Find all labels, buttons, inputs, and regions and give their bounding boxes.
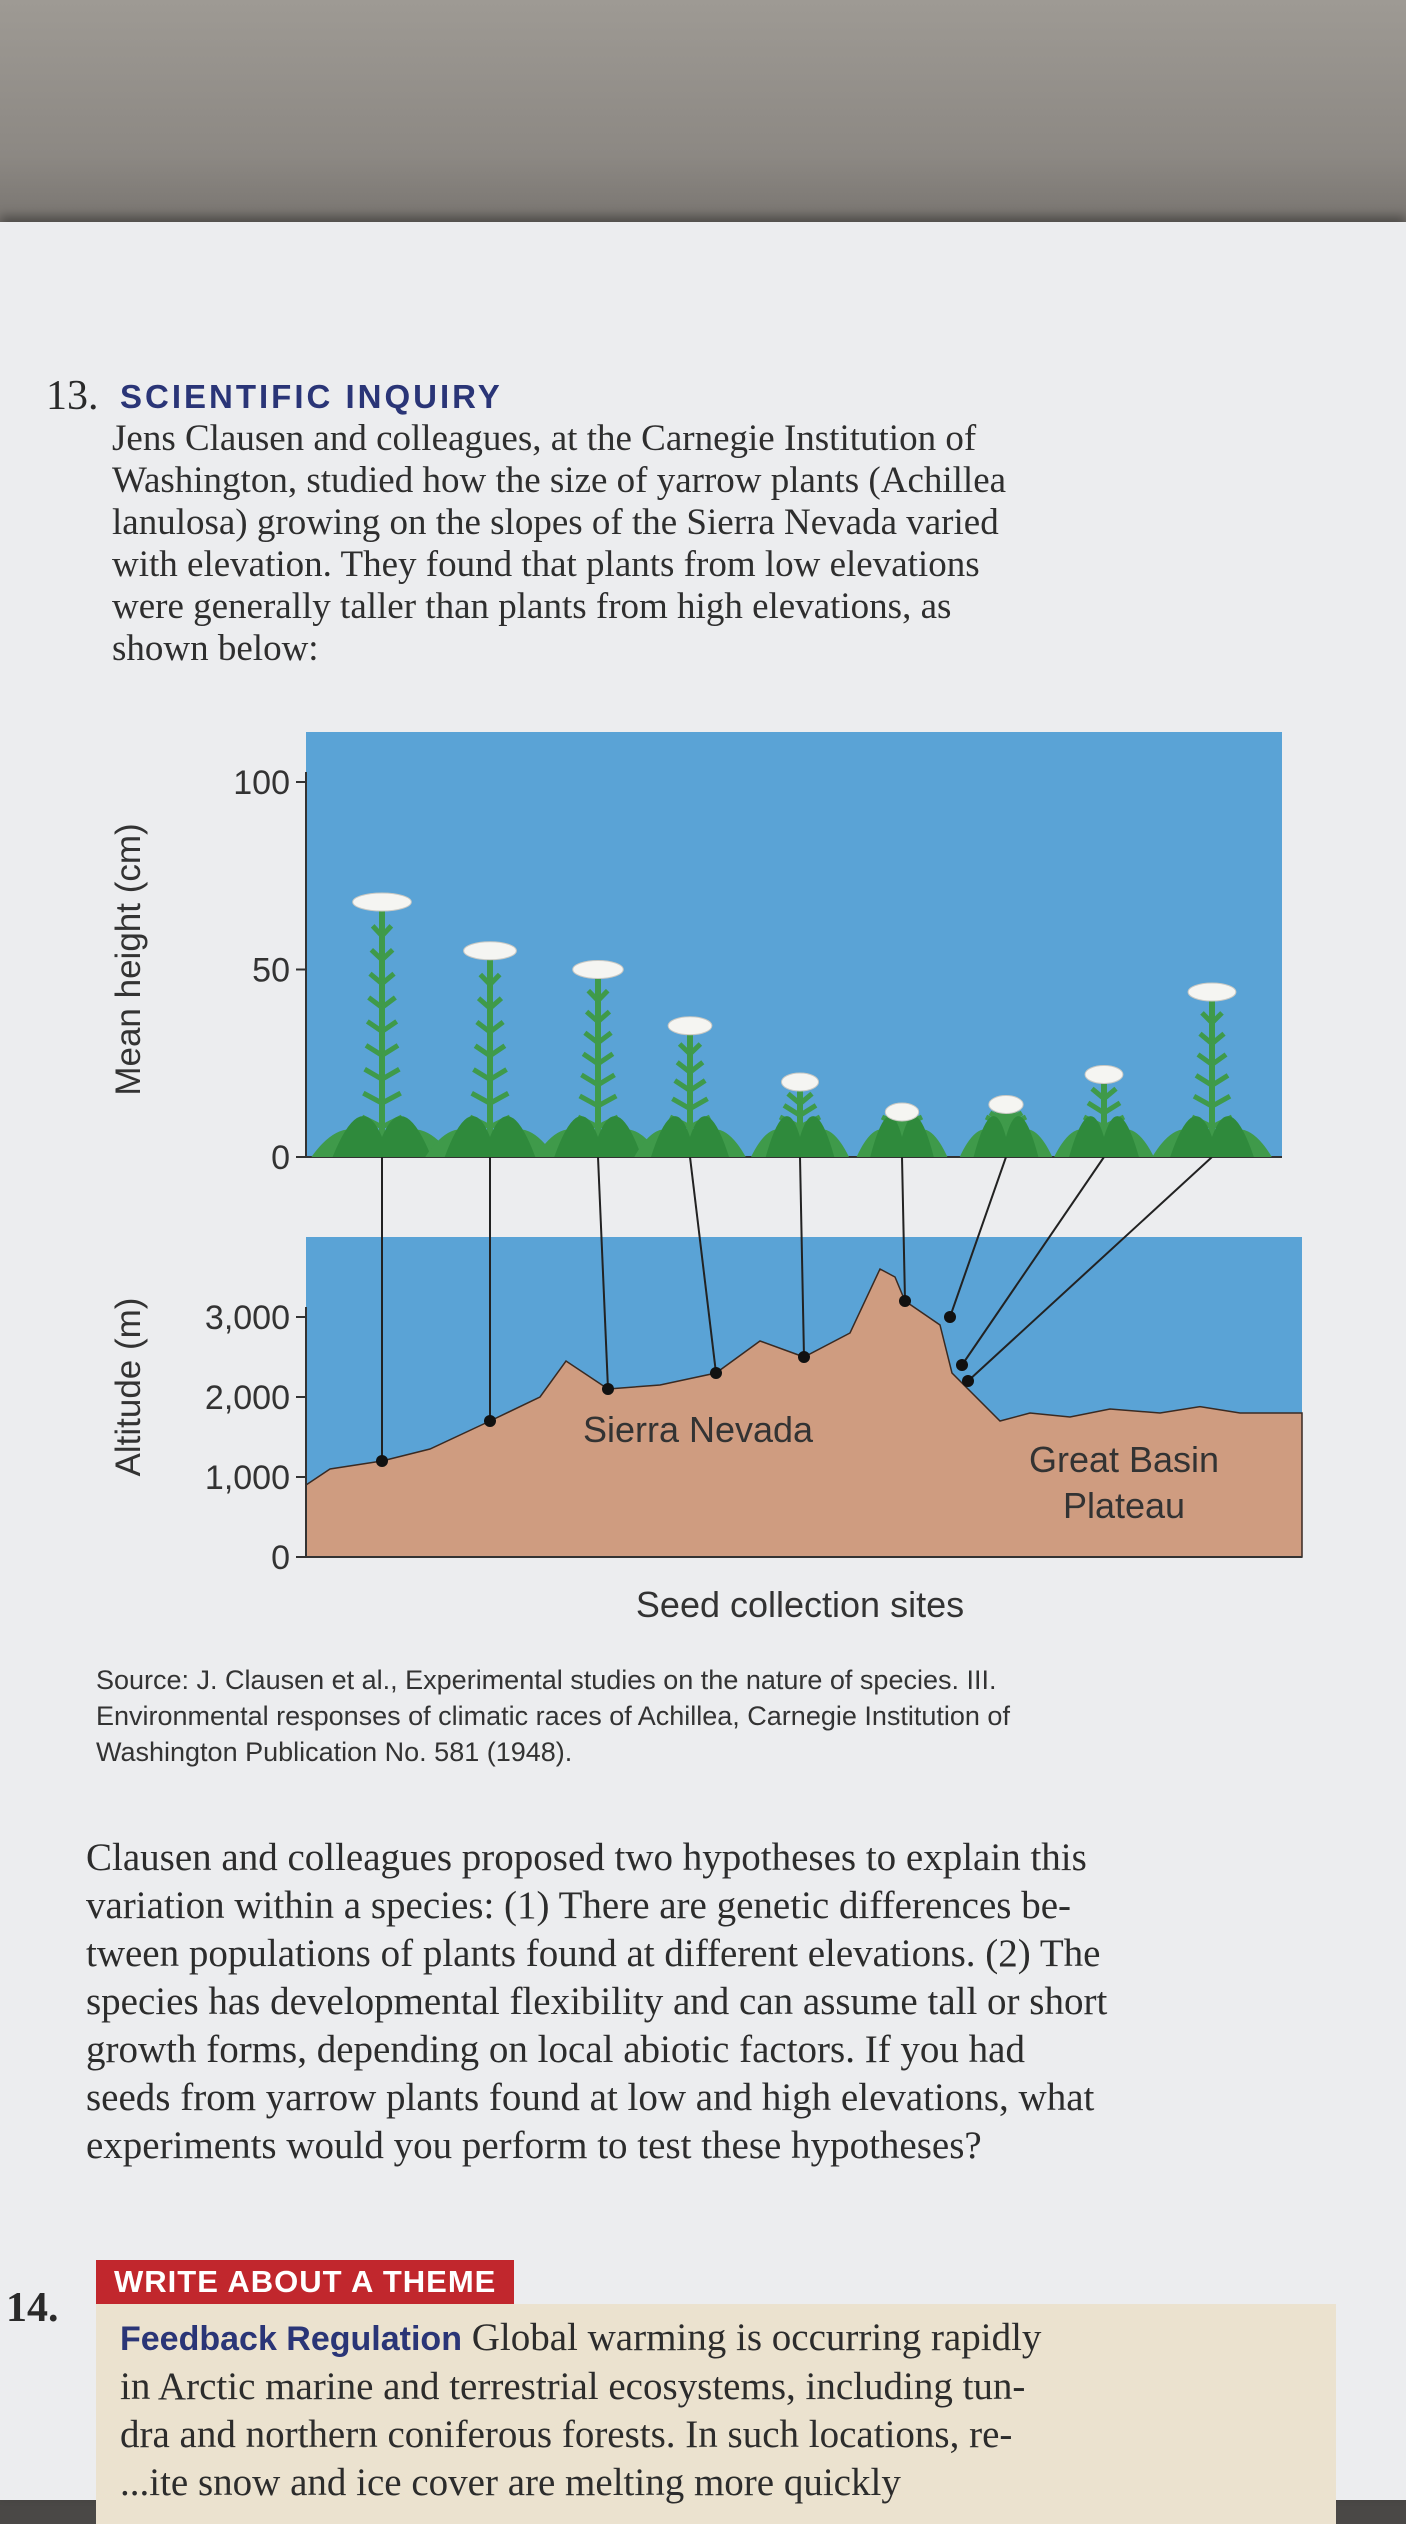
height-tick-label: 100 (233, 764, 290, 802)
paragraph-line: growth forms, depending on local abiotic factors. If you had (86, 2028, 1025, 2071)
plant-flower (1188, 983, 1236, 1001)
site-dot (710, 1367, 722, 1379)
paragraph-line: experiments would you perform to test these hypotheses? (86, 2124, 982, 2167)
plant-flower (353, 893, 412, 911)
background-carpet (0, 0, 1406, 260)
site-dot (602, 1383, 614, 1395)
question-13-heading: SCIENTIFIC INQUIRY (120, 378, 503, 415)
intro-line: Jens Clausen and colleagues, at the Carnegie Institution of (112, 418, 977, 459)
site-dot (798, 1351, 810, 1363)
textbook-page (0, 222, 1406, 2504)
plant-flower (668, 1017, 712, 1035)
altitude-tick-label: 1,000 (204, 1459, 290, 1497)
plateau-label: Plateau (1062, 1485, 1186, 1526)
question-13-number: 13. (46, 373, 99, 419)
source-line: Environmental responses of climatic races of Achillea, Carnegie Institution of (96, 1701, 1010, 1731)
intro-line: Washington, studied how the size of yarrow plants (Achillea (112, 460, 1007, 501)
site-dot (944, 1311, 956, 1323)
paragraph-line: species has developmental flexibility and can assume tall or short (86, 1980, 1108, 2023)
theme-line: in Arctic marine and terrestrial ecosystems, including tun- (120, 2365, 1026, 2408)
paragraph-line: seeds from yarrow plants found at low and high elevations, what (86, 2076, 1095, 2119)
theme-first-line (120, 2314, 1320, 2363)
altitude-tick-label: 0 (271, 1539, 290, 1577)
paragraph-line: tween populations of plants found at different elevations. (2) The (86, 1932, 1101, 1975)
theme-first-line-rest: Global warming is occurring rapidly (461, 2316, 1042, 2359)
altitude-tick-label: 2,000 (204, 1379, 290, 1417)
paragraph-line: variation within a species: (1) There are genetic differences be- (86, 1884, 1072, 1927)
plant-flower (1085, 1066, 1123, 1084)
altitude-tick-label: 3,000 (204, 1299, 290, 1337)
plant-flower (573, 961, 624, 979)
intro-line: with elevation. They found that plants from low elevations (112, 544, 980, 585)
intro-line: were generally taller than plants from high elevations, as (112, 586, 952, 627)
question-14-text (120, 2314, 1320, 2507)
site-dot (899, 1295, 911, 1307)
height-tick-label: 0 (271, 1139, 290, 1177)
height-axis-label: Mean height (cm) (109, 823, 148, 1096)
site-dot (376, 1455, 388, 1467)
intro-line: lanulosa) growing on the slopes of the Sierra Nevada varied (112, 502, 999, 543)
site-dot (484, 1415, 496, 1427)
great-basin-label: Great Basin (1028, 1439, 1220, 1480)
sierra-nevada-label: Sierra Nevada (582, 1409, 814, 1450)
source-line: Source: J. Clausen et al., Experimental studies on the nature of species. III. (96, 1665, 997, 1695)
question-14-number: 14. (6, 2285, 59, 2331)
height-tick-label: 50 (252, 951, 290, 990)
theme-line: ...ite snow and ice cover are melting more quickly (120, 2461, 901, 2504)
plant-flower (885, 1103, 918, 1121)
x-axis-label: Seed collection sites (635, 1584, 965, 1625)
site-dot (956, 1359, 968, 1371)
height-panel-sky (306, 732, 1282, 1157)
figure-source (96, 1662, 1296, 1770)
plant-flower (464, 942, 517, 960)
plant-flower (989, 1096, 1023, 1114)
intro-line: shown below: (112, 628, 319, 669)
theme-label-badge: WRITE ABOUT A THEME (96, 2260, 514, 2304)
paragraph-line: Clausen and colleagues proposed two hypotheses to explain this (86, 1836, 1087, 1879)
theme-subhead: Feedback Regulation (120, 2320, 462, 2358)
site-dot (962, 1375, 974, 1387)
altitude-axis-label: Altitude (m) (109, 1297, 148, 1477)
source-line: Washington Publication No. 581 (1948). (96, 1737, 573, 1767)
hypotheses-paragraph (86, 1834, 1346, 2170)
plant-flower (782, 1073, 819, 1091)
theme-line: dra and northern coniferous forests. In such locations, re- (120, 2413, 1013, 2456)
